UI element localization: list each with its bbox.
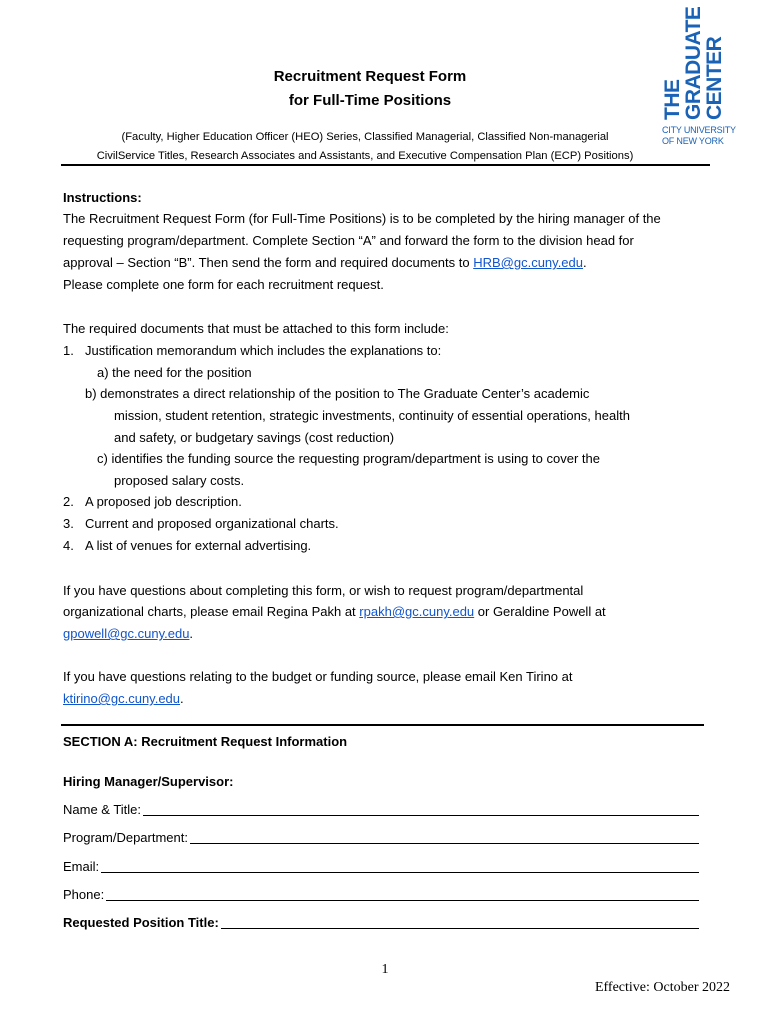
program-department-field[interactable] xyxy=(63,827,699,849)
questions-line-2 xyxy=(63,601,606,623)
email-input-line[interactable] xyxy=(101,856,699,873)
documents-item-1b-line-3: and safety, or budgetary savings (cost reduction) xyxy=(114,430,395,445)
form-subtitle-line-2: CivilService Titles, Research Associates and Assistants, and Executive Compensation Plan (ECP) Positions) xyxy=(96,150,634,162)
documents-item-4 xyxy=(63,535,311,557)
documents-item-1b-line-2: mission, student retention, strategic investments, continuity of essential operations, health xyxy=(114,408,630,423)
item-3-text: Current and proposed organizational charts. xyxy=(85,516,339,531)
hrb-email-link[interactable]: HRB@gc.cuny.edu xyxy=(473,255,584,270)
documents-intro: The required documents that must be attached to this form include: xyxy=(63,321,449,336)
hiring-manager-heading: Hiring Manager/Supervisor: xyxy=(63,774,234,789)
logo-line-1: THE xyxy=(661,79,684,120)
instructions-line-2: requesting program/department. Complete Section “A” and forward the form to the division head for xyxy=(63,233,634,248)
instructions-heading: Instructions: xyxy=(63,190,142,205)
header-divider xyxy=(61,164,710,166)
logo-line-3: CENTER xyxy=(703,36,726,120)
requested-position-field[interactable] xyxy=(63,912,699,934)
questions-line-1: If you have questions about completing this form, or wish to request program/departmental xyxy=(63,583,584,598)
documents-item-1b-line-1: b) demonstrates a direct relationship of the position to The Graduate Center’s academic xyxy=(85,386,590,401)
program-department-label: Program/Department: xyxy=(63,830,188,845)
name-title-field[interactable] xyxy=(63,799,699,821)
email-field[interactable] xyxy=(63,856,699,878)
item-3-number: 3. xyxy=(63,516,74,531)
name-title-input-line[interactable] xyxy=(143,799,699,816)
instructions-line-3-end: . xyxy=(583,255,587,270)
logo-sub-1: CITY UNIVERSITY xyxy=(662,125,736,135)
section-divider xyxy=(61,724,704,726)
questions-line-2-end: or Geraldine Powell at xyxy=(474,604,606,619)
requested-position-label: Requested Position Title: xyxy=(63,915,219,930)
budget-questions-line-2 xyxy=(63,688,184,710)
logo-line-2: GRADUATE xyxy=(682,6,705,120)
logo-subtitle xyxy=(662,125,736,147)
gpowell-email-link[interactable]: gpowell@gc.cuny.edu xyxy=(63,626,190,641)
ktirino-email-link[interactable]: ktirino@gc.cuny.edu xyxy=(63,691,181,706)
documents-item-2 xyxy=(63,491,242,513)
requested-position-input-line[interactable] xyxy=(221,912,699,929)
logo-sub-2: OF NEW YORK xyxy=(662,136,724,146)
email-label: Email: xyxy=(63,859,100,874)
phone-label: Phone: xyxy=(63,887,105,902)
page-number: 1 xyxy=(381,962,389,977)
form-subtitle-line-1: (Faculty, Higher Education Officer (HEO) Series, Classified Managerial, Classified Non-managerial xyxy=(121,131,609,143)
item-4-number: 4. xyxy=(63,538,74,553)
item-1-number: 1. xyxy=(63,343,74,358)
instructions-line-3 xyxy=(63,252,587,274)
section-a-heading: SECTION A: Recruitment Request Information xyxy=(63,734,348,749)
instructions-line-1: The Recruitment Request Form (for Full-Time Positions) is to be completed by the hiring manager of the xyxy=(63,211,661,226)
questions-line-3 xyxy=(63,623,193,645)
documents-item-1c-line-1: c) identifies the funding source the requesting program/department is using to cover the xyxy=(97,451,600,466)
program-department-input-line[interactable] xyxy=(190,827,699,844)
name-title-label: Name & Title: xyxy=(63,802,142,817)
form-title-line-2: for Full-Time Positions xyxy=(288,92,452,109)
form-title-line-1: Recruitment Request Form xyxy=(273,68,467,85)
item-2-text: A proposed job description. xyxy=(85,494,242,509)
item-4-text: A list of venues for external advertising. xyxy=(85,538,312,553)
phone-field[interactable] xyxy=(63,884,699,906)
item-2-number: 2. xyxy=(63,494,74,509)
instructions-line-4: Please complete one form for each recruitment request. xyxy=(63,277,384,292)
documents-item-1 xyxy=(63,340,441,362)
rpakh-email-link[interactable]: rpakh@gc.cuny.edu xyxy=(359,604,475,619)
documents-item-3 xyxy=(63,513,339,535)
item-1-text: Justification memorandum which includes the explanations to: xyxy=(85,343,442,358)
documents-item-1a: a) the need for the position xyxy=(97,365,252,380)
effective-date: Effective: October 2022 xyxy=(594,980,730,995)
instructions-line-3-text: approval – Section “B”. Then send the form and required documents to xyxy=(63,255,474,270)
questions-line-2-text: organizational charts, please email Regina Pakh at xyxy=(63,604,360,619)
phone-input-line[interactable] xyxy=(106,884,699,901)
budget-questions-line-2-end: . xyxy=(180,691,184,706)
documents-item-1c-line-2: proposed salary costs. xyxy=(114,473,245,488)
questions-line-3-end: . xyxy=(189,626,194,641)
budget-questions-line-1: If you have questions relating to the budget or funding source, please email Ken Tirino at xyxy=(63,669,573,684)
